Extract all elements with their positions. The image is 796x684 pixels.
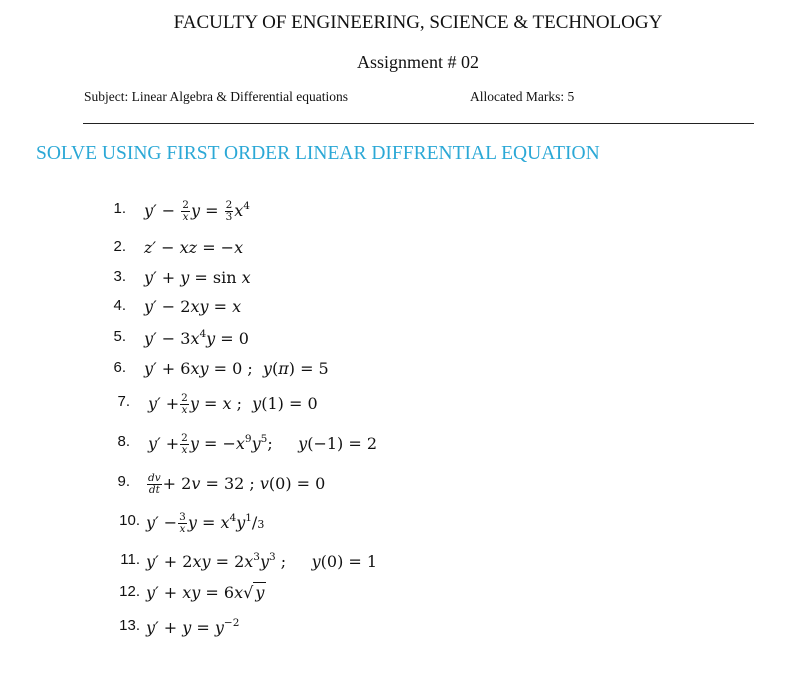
problem-equation: z′ − xz = −x (144, 238, 244, 257)
problem-number: 2. (113, 238, 126, 255)
problem-number: 7. (117, 393, 130, 410)
problem-number: 9. (117, 473, 130, 490)
problem-equation: $y' + y = y^{-2}$ (146, 617, 240, 637)
problem-equation: y′ + $\frac{2}{x}$ y = x ; y(1) = 0 (148, 392, 318, 416)
problem-number: 3. (113, 268, 126, 285)
problem-number: 11. (120, 551, 140, 568)
subject-label: Subject: Linear Algebra & Differential equations (84, 89, 349, 104)
problem-equation: $\frac{dv}{dt}$ + 2v = 32 ; v(0) = 0 (148, 472, 326, 496)
problem-number: 6. (113, 359, 126, 376)
problem-equation: y′ − 2xy = x (144, 297, 242, 316)
header-divider (83, 123, 754, 124)
problem-equation: $y' + 2xy = 2x^3y^3$ ; y(0) = 1 (146, 551, 378, 571)
problem-number: 8. (117, 433, 130, 450)
section-heading: SOLVE USING FIRST ORDER LINEAR DIFFRENTIAL EQUATION (36, 143, 600, 164)
marks-label: Allocated Marks: 5 (470, 89, 575, 104)
problem-number: 4. (113, 297, 126, 314)
problem-number: 1. (113, 200, 126, 217)
assignment-number: Assignment # 02 (356, 52, 479, 72)
problem-number: 13. (119, 617, 140, 634)
problem-number: 5. (113, 328, 126, 345)
problem-number: 12. (119, 583, 140, 600)
problem-number: 10. (119, 512, 140, 529)
problem-equation: y′ + xy = 6x√ y (146, 583, 265, 602)
problem-equation: y′ − $\frac{2}{x}$ y = $\frac{2}{3}$ $x^4$ (144, 199, 250, 223)
problem-equation: y′ + 6xy = 0 ; y(π) = 5 (144, 359, 329, 378)
institution-title: FACULTY OF ENGINEERING, SCIENCE & TECHNOLOGY (173, 12, 663, 33)
problem-equation: y′ + $\frac{2}{x}$ $y = -x^9y^5$; y(−1) = 2 (148, 432, 378, 456)
problem-equation: y′ − $\frac{3}{x}$ $y = x^4y^1/3$ (146, 511, 265, 535)
problem-equation: $y' - 3x^4y = 0$ (144, 328, 249, 348)
problem-equation: y′ + y = sin x (144, 268, 251, 287)
